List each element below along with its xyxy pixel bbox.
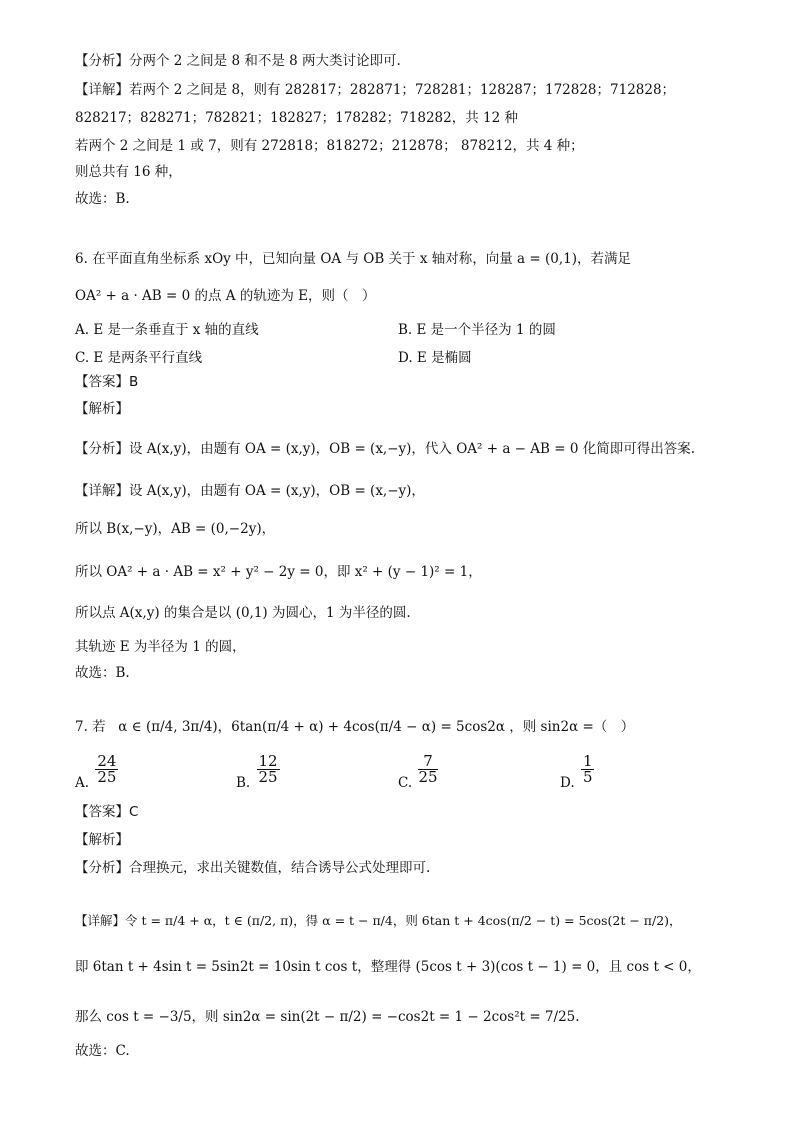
q7-answer: 【答案】C	[75, 804, 139, 820]
prev-detail-4: 则总共有 16 种，	[75, 164, 182, 180]
q7-option-d	[560, 754, 596, 791]
q7-detail-2: 即 6tan t + 4sin t = 5sin2t = 10sin t cos t，整理得 (5cos t + 3)(cos t − 1) = 0，且 cos t < 0，	[75, 959, 701, 975]
q6-detail-4: 所以点 A(x,y) 的集合是以 (0,1) 为圆心，1 为半径的圆.	[75, 605, 411, 621]
q6-detail-3: 所以 OA² + a · AB = x² + y² − 2y = 0，即 x² + (y − 1)² = 1，	[75, 564, 482, 580]
q7-stem-condition: α ∈ (π/4, 3π/4)，6tan(π/4 + α) + 4cos(π/4 − α) = 5cos2α	[118, 719, 505, 735]
q7-option-a	[75, 754, 120, 791]
q6-detail-1: 【详解】设 A(x,y)，由题有 OA = (x,y)，OB = (x,−y)，	[75, 483, 425, 499]
q6-option-a: A. E 是一条垂直于 x 轴的直线	[75, 322, 259, 338]
q7-option-c-numerator: 7	[418, 754, 437, 770]
q7-option-a-denominator: 25	[97, 768, 117, 786]
q6-detail-5: 其轨迹 E 为半径为 1 的圆，	[75, 639, 246, 655]
q7-choice: 故选：C.	[75, 1043, 130, 1059]
q6-stem-line-1: 6. 在平面直角坐标系 xOy 中，已知向量 OA 与 OB 关于 x 轴对称，向量 a = (0,1)，若满足	[75, 251, 631, 267]
q7-option-d-denominator: 5	[582, 768, 593, 786]
q7-option-b-numerator: 12	[258, 752, 278, 770]
q7-option-b	[236, 754, 282, 791]
q6-choice: 故选：B.	[75, 665, 130, 681]
q7-option-a-numerator: 24	[97, 752, 117, 770]
q6-stem-line-2: OA² + a · AB = 0 的点 A 的轨迹为 E，则（ ）	[75, 288, 376, 304]
q7-option-d-numerator: 1	[582, 752, 593, 770]
q6-detail-2: 所以 B(x,−y)，AB = (0,−2y)，	[75, 521, 276, 537]
q6-answer: 【答案】B	[75, 374, 139, 390]
q7-option-a-label: A.	[75, 775, 90, 791]
q7-jiexi-label: 【解析】	[75, 832, 129, 848]
q7-option-b-denominator: 25	[258, 768, 278, 786]
q7-detail-3: 那么 cos t = −3/5，则 sin2α = sin(2t − π/2) = −cos2t = 1 − 2cos²t = 7/25.	[75, 1009, 580, 1025]
q7-option-a-fraction	[95, 754, 118, 785]
prev-analysis: 【分析】分两个 2 之间是 8 和不是 8 两大类讨论即可.	[75, 53, 401, 69]
prev-detail-1: 【详解】若两个 2 之间是 8，则有 282817；282871；728281；128287；172828；712828；	[75, 82, 676, 98]
q7-stem-question: ，则 sin2α =（ ）	[509, 719, 635, 735]
q7-detail-1: 【详解】令 t = π/4 + α，t ∈ (π/2, π)，得 α = t − π/4，则 6tan t + 4cos(π/2 − t) = 5cos(2t − π/2)，	[75, 913, 682, 928]
q7-stem	[75, 718, 634, 736]
q6-jiexi-label: 【解析】	[75, 401, 129, 417]
q7-option-b-label: B.	[236, 775, 251, 791]
prev-choice: 故选：B.	[75, 191, 130, 207]
q7-option-d-label: D.	[560, 775, 575, 791]
q6-option-d: D. E 是椭圆	[398, 350, 472, 366]
q6-option-c: C. E 是两条平行直线	[75, 350, 203, 366]
q7-option-c-denominator: 25	[418, 768, 438, 786]
q6-option-b: B. E 是一个半径为 1 的圆	[398, 322, 556, 338]
q7-option-d-fraction	[581, 754, 595, 785]
q7-option-b-fraction	[257, 754, 280, 785]
q7-option-c-label: C.	[398, 775, 413, 791]
q7-stem-prefix: 7. 若	[75, 719, 106, 735]
prev-detail-2: 828217；828271；782821；182827；178282；718282，共 12 种	[75, 110, 518, 126]
prev-detail-3: 若两个 2 之间是 1 或 7，则有 272818；818272；212878； 878212，共 4 种；	[75, 138, 584, 154]
q7-option-c	[398, 754, 440, 791]
q6-analysis: 【分析】设 A(x,y)，由题有 OA = (x,y)，OB = (x,−y)，代入 OA² + a − AB = 0 化简即可得出答案.	[75, 441, 696, 457]
q7-analysis: 【分析】合理换元，求出关键数值，结合诱导公式处理即可.	[75, 860, 431, 876]
q7-option-c-fraction	[418, 754, 437, 785]
